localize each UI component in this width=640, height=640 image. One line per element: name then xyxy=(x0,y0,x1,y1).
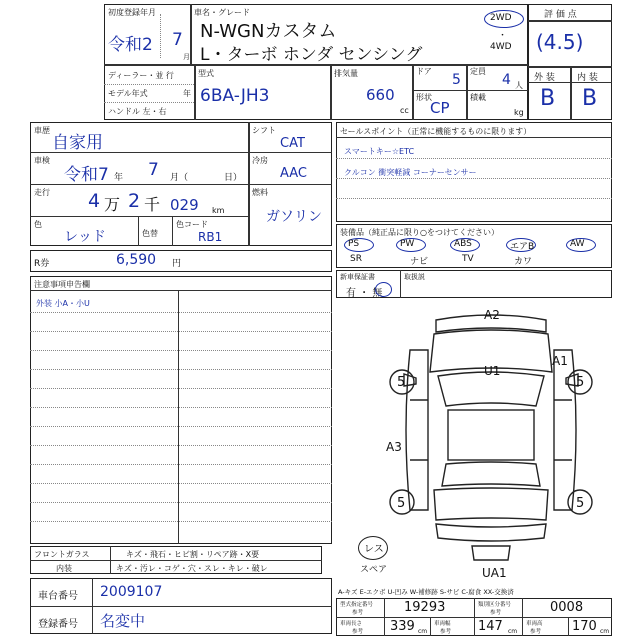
first-reg-month: 7 xyxy=(172,30,183,50)
recycle-label: R券 xyxy=(34,259,50,269)
color-code-label: 色コード xyxy=(176,220,208,229)
interior-label: 内 装 xyxy=(577,73,598,83)
mileage-label: 走行 xyxy=(34,188,50,197)
reg-value: 名変中 xyxy=(100,612,146,630)
fuel-label: 燃料 xyxy=(252,188,268,197)
mileage-man: 4 xyxy=(88,190,101,212)
mark-u1: U1 xyxy=(484,364,501,378)
notes-title: 注意事項申告欄 xyxy=(34,280,90,289)
height-sub: 参考 xyxy=(530,629,542,635)
height-value: 170 xyxy=(572,619,597,634)
mark-a1: A1 xyxy=(552,354,568,368)
notes-rule xyxy=(30,331,332,332)
fuel-value: ガソリン xyxy=(266,209,322,225)
mileage-rest: 029 xyxy=(170,196,199,214)
drive-4wd: 4WD xyxy=(490,42,512,52)
length-sub: 参考 xyxy=(352,629,364,635)
door-label: ドア xyxy=(416,67,432,76)
ac-value: AAC xyxy=(280,166,307,181)
drive-dot: ・ xyxy=(498,31,508,41)
equipment-title: 装備品（純正品に限り○をつけてください） xyxy=(340,228,499,237)
capacity-label: 定員 xyxy=(470,67,486,76)
shift-label: シフト xyxy=(252,126,276,135)
warranty-memo-label: 取扱説 xyxy=(404,273,425,281)
first-reg-label: 初度登録年月 xyxy=(108,8,156,17)
sales-line1: スマートキー☆ETC xyxy=(344,147,415,156)
first-reg-month-unit: 月 xyxy=(183,53,190,61)
class-value: 0008 xyxy=(550,600,584,615)
usage-label: 車歴 xyxy=(34,126,50,135)
width-value: 147 xyxy=(478,619,503,634)
displacement-label: 排気量 xyxy=(334,69,358,78)
mileage-man-unit: 万 xyxy=(104,195,121,214)
ac-label: 冷房 xyxy=(252,156,268,165)
color-change-label: 色替 xyxy=(142,229,158,238)
width-label: 車両幅 xyxy=(434,621,451,627)
length-value: 339 xyxy=(390,619,415,634)
car-diagram xyxy=(376,310,606,570)
mileage-unit: km xyxy=(212,206,225,215)
notes-line1: 外装 小A・小U xyxy=(36,299,90,308)
interior-cond-label: 内装 xyxy=(56,564,72,573)
type-value: 6BA-JH3 xyxy=(200,86,270,106)
warranty-value: 有 ・ 無 xyxy=(346,288,383,299)
color-value: レッド xyxy=(64,229,106,245)
inspection-month-unit: 月（ xyxy=(170,173,189,183)
chassis-value: 2009107 xyxy=(100,584,163,600)
equipment-item-row2-3: カワ xyxy=(514,257,533,267)
door-value: 5 xyxy=(452,72,461,88)
length-unit: cm xyxy=(418,628,428,635)
notes-rule xyxy=(30,445,332,446)
interior-cond-value: キズ・汚レ・コゲ・穴・スレ・キレ・破レ xyxy=(116,564,268,573)
load-label: 積載 xyxy=(470,93,486,102)
mark-wheel-rr: 5 xyxy=(576,496,585,511)
mark-a2: A2 xyxy=(484,308,500,322)
chassis-label: 車台番号 xyxy=(38,591,78,602)
notes-rule xyxy=(30,464,332,465)
recycle-value: 6,590 xyxy=(116,252,157,268)
sales-line2: クルコン 衝突軽減 コーナーセンサー xyxy=(344,168,477,177)
notes-rule xyxy=(30,369,332,370)
spare-mark: レス xyxy=(364,544,384,555)
height-label: 車両高 xyxy=(526,621,543,627)
capacity-value: 4 xyxy=(502,72,511,88)
notes-rule xyxy=(30,502,332,503)
inspection-day-unit: 日） xyxy=(224,173,243,183)
mark-a3: A3 xyxy=(386,440,402,454)
mileage-sen: 2 xyxy=(128,190,141,212)
color-code-value: RB1 xyxy=(198,230,223,244)
usage-value: 自家用 xyxy=(52,133,103,153)
mark-wheel-rl: 5 xyxy=(397,496,406,511)
car-name-line1: N-WGNカスタム xyxy=(200,21,337,42)
interior-value: B xyxy=(582,86,598,111)
class-label: 類別区分番号 xyxy=(478,602,512,608)
warranty-none-circle xyxy=(375,282,392,297)
exterior-value: B xyxy=(540,86,556,111)
score-value: (4.5) xyxy=(536,30,584,54)
exterior-label: 外 装 xyxy=(534,73,555,83)
displacement-value: 660 xyxy=(366,86,395,104)
car-name-label: 車名・グレード xyxy=(194,8,250,17)
inspection-month: 7 xyxy=(148,160,159,180)
equipment-item-row2-0: SR xyxy=(350,254,362,264)
type-cert-sub: 参考 xyxy=(352,610,364,616)
dealer-label: ディーラー・並 行 xyxy=(108,71,174,80)
spare-label: スペア xyxy=(360,565,388,575)
car-name-line2: L・ターボ ホンダ センシング xyxy=(200,45,423,65)
type-cert-value: 19293 xyxy=(404,600,446,615)
model-year-label: モデル年式 xyxy=(108,89,148,98)
mileage-sen-unit: 千 xyxy=(144,195,161,214)
class-sub: 参考 xyxy=(490,610,502,616)
sales-title: セールスポイント（正常に機能するものに限ります） xyxy=(340,127,532,136)
mark-wheel-fr: 5 xyxy=(576,375,585,390)
equipment-item-row2-2: TV xyxy=(462,254,474,264)
model-year-unit: 年 xyxy=(183,89,191,98)
recycle-unit: 円 xyxy=(172,259,182,269)
inspection-label: 車検 xyxy=(34,156,50,165)
equipment-item-abs: ABS xyxy=(454,239,472,249)
damage-legend: A-キズ E-エクボ U-凹み W-補修跡 S-サビ C-腐食 XX-交換済 xyxy=(338,588,514,596)
inspection-year-unit: 年 xyxy=(114,173,124,183)
handle-label: ハンドル 左・右 xyxy=(108,107,167,116)
color-label: 色 xyxy=(34,220,42,229)
windshield-label: フロントガラス xyxy=(34,550,90,559)
notes-rule xyxy=(30,312,332,313)
equipment-item-aw: AW xyxy=(570,239,585,249)
height-unit: cm xyxy=(600,628,610,635)
mark-ua1: UA1 xyxy=(482,566,507,580)
first-reg-era: 令和2 xyxy=(108,35,153,55)
notes-rule xyxy=(30,388,332,389)
length-label: 車両長さ xyxy=(340,621,363,627)
capacity-unit: 人 xyxy=(515,81,523,90)
equipment-item-エアb: エアB xyxy=(510,242,535,252)
equipment-item-ps: PS xyxy=(348,239,360,249)
equipment-item-row2-1: ナビ xyxy=(410,257,429,267)
displacement-unit: cc xyxy=(400,106,409,115)
score-label: 評 価 点 xyxy=(544,10,577,20)
notes-rule xyxy=(30,521,332,522)
equipment-item-pw: PW xyxy=(400,239,415,249)
drive-2wd: 2WD xyxy=(490,13,512,23)
mark-wheel-fl: 5 xyxy=(397,375,406,390)
notes-rule xyxy=(30,426,332,427)
shape-value: CP xyxy=(430,99,450,117)
notes-rule xyxy=(30,483,332,484)
notes-box xyxy=(30,276,332,544)
warranty-label: 新車保証書 xyxy=(340,273,375,281)
shift-value: CAT xyxy=(280,136,305,151)
inspection-value: 令和7 xyxy=(64,165,109,185)
type-label: 型式 xyxy=(198,69,214,78)
notes-rule xyxy=(30,350,332,351)
reg-label: 登録番号 xyxy=(38,619,78,630)
shape-label: 形状 xyxy=(416,93,432,102)
width-sub: 参考 xyxy=(440,629,452,635)
type-cert-label: 型式指定番号 xyxy=(340,602,374,608)
load-unit: kg xyxy=(514,108,524,117)
notes-rule xyxy=(30,407,332,408)
width-unit: cm xyxy=(508,628,518,635)
windshield-value: キズ・飛石・ヒビ割・リペア跡・X要 xyxy=(126,550,260,559)
